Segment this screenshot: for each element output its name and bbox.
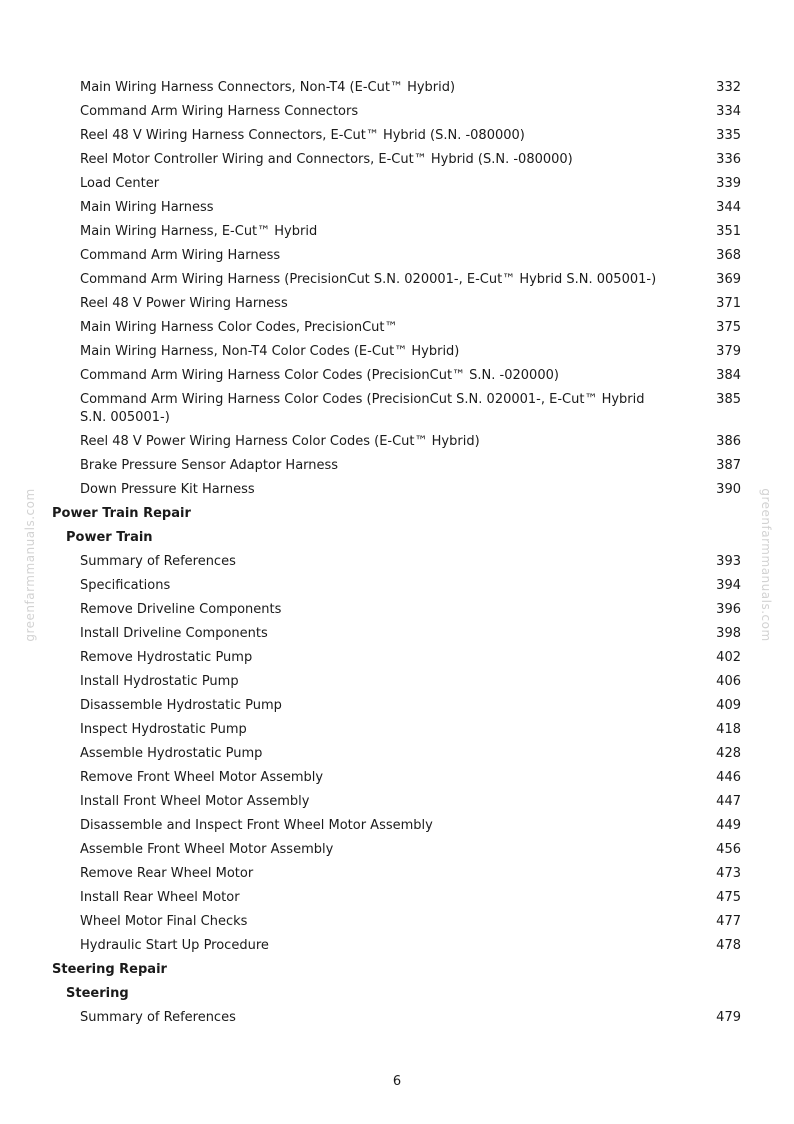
- toc-entry-title: Command Arm Wiring Harness Color Codes (PrecisionCut™ S.N. -020000): [80, 368, 559, 383]
- toc-entry-page: 351: [716, 224, 741, 239]
- toc-entry[interactable]: [0, 1006, 794, 1030]
- toc-entry-page: 336: [716, 152, 741, 167]
- toc-entry-title: Remove Hydrostatic Pump: [80, 650, 253, 665]
- toc-entry-title: Command Arm Wiring Harness Color Codes (PrecisionCut S.N. 020001-, E-Cut™ Hybrid S.N. 005001-): [80, 392, 645, 425]
- toc-entry[interactable]: [0, 454, 794, 478]
- toc-entry-page: 456: [716, 842, 741, 857]
- toc-entry-page: 409: [716, 698, 741, 713]
- page-number: 6: [392, 1074, 402, 1089]
- toc-entry-title: Assemble Front Wheel Motor Assembly: [80, 842, 334, 857]
- toc-entry-title: Command Arm Wiring Harness: [80, 248, 281, 263]
- toc-entry-page: 379: [716, 344, 741, 359]
- toc-entry-page: 473: [716, 866, 741, 881]
- toc-entry-page: 446: [716, 770, 741, 785]
- table-of-contents: [0, 76, 794, 1030]
- toc-entry-page: 418: [716, 722, 741, 737]
- toc-subsection-heading: [0, 526, 794, 550]
- toc-section-heading: [0, 502, 794, 526]
- toc-entry[interactable]: [0, 598, 794, 622]
- toc-entry[interactable]: [0, 622, 794, 646]
- toc-entry[interactable]: [0, 670, 794, 694]
- toc-entry-title: Inspect Hydrostatic Pump: [80, 722, 247, 737]
- toc-entry-title: Main Wiring Harness Color Codes, PrecisionCut™: [80, 320, 398, 335]
- toc-entry-page: 335: [716, 128, 741, 143]
- toc-entry-page: 478: [716, 938, 741, 953]
- toc-entry-title: Wheel Motor Final Checks: [80, 914, 248, 929]
- toc-entry-title: Command Arm Wiring Harness Connectors: [80, 104, 359, 119]
- toc-entry-title: Main Wiring Harness, E-Cut™ Hybrid: [80, 224, 318, 239]
- toc-entry-title: Reel 48 V Power Wiring Harness: [80, 296, 288, 311]
- toc-entry[interactable]: [0, 694, 794, 718]
- toc-entry-page: 396: [716, 602, 741, 617]
- toc-entry-page: 393: [716, 554, 741, 569]
- toc-entry-page: 447: [716, 794, 741, 809]
- toc-entry[interactable]: [0, 430, 794, 454]
- toc-entry-title: Steering Repair: [52, 962, 167, 977]
- toc-entry[interactable]: [0, 838, 794, 862]
- toc-entry-title: Reel Motor Controller Wiring and Connectors, E-Cut™ Hybrid (S.N. -080000): [80, 152, 573, 167]
- toc-entry[interactable]: [0, 124, 794, 148]
- toc-entry-title: Down Pressure Kit Harness: [80, 482, 255, 497]
- toc-entry-page: 332: [716, 80, 741, 95]
- toc-entry-page: 398: [716, 626, 741, 641]
- toc-entry-page: 369: [716, 272, 741, 287]
- toc-entry-title: Load Center: [80, 176, 160, 191]
- toc-entry-title: Brake Pressure Sensor Adaptor Harness: [80, 458, 339, 473]
- toc-entry-page: 385: [716, 392, 741, 407]
- toc-entry-page: 375: [716, 320, 741, 335]
- toc-entry-page: 334: [716, 104, 741, 119]
- toc-entry-title: Reel 48 V Wiring Harness Connectors, E-Cut™ Hybrid (S.N. -080000): [80, 128, 525, 143]
- toc-entry-title: Main Wiring Harness Connectors, Non-T4 (E-Cut™ Hybrid): [80, 80, 456, 95]
- toc-entry-title: Main Wiring Harness: [80, 200, 214, 215]
- toc-entry-title: Power Train Repair: [52, 506, 191, 521]
- toc-entry-page: 371: [716, 296, 741, 311]
- toc-entry[interactable]: [0, 718, 794, 742]
- toc-entry-title: Install Front Wheel Motor Assembly: [80, 794, 310, 809]
- toc-entry-title: Steering: [66, 986, 129, 1001]
- toc-entry[interactable]: [0, 316, 794, 340]
- toc-entry[interactable]: [0, 220, 794, 244]
- toc-entry-page: 428: [716, 746, 741, 761]
- toc-entry-title: Main Wiring Harness, Non-T4 Color Codes (E-Cut™ Hybrid): [80, 344, 460, 359]
- toc-entry[interactable]: [0, 742, 794, 766]
- toc-entry-page: 475: [716, 890, 741, 905]
- toc-entry-page: 406: [716, 674, 741, 689]
- toc-entry[interactable]: [0, 934, 794, 958]
- toc-entry-page: 477: [716, 914, 741, 929]
- toc-entry-title: Install Hydrostatic Pump: [80, 674, 239, 689]
- toc-entry-page: 387: [716, 458, 741, 473]
- toc-entry[interactable]: [0, 910, 794, 934]
- toc-entry[interactable]: [0, 196, 794, 220]
- toc-entry-title: Summary of References: [80, 1010, 236, 1025]
- toc-entry-page: 390: [716, 482, 741, 497]
- toc-entry[interactable]: [0, 148, 794, 172]
- toc-entry-title: Disassemble Hydrostatic Pump: [80, 698, 282, 713]
- toc-entry-page: 344: [716, 200, 741, 215]
- toc-entry[interactable]: [0, 76, 794, 100]
- watermark-right: greenfarmmanuals.com: [759, 488, 773, 642]
- toc-entry-title: Remove Driveline Components: [80, 602, 282, 617]
- toc-entry-page: 339: [716, 176, 741, 191]
- toc-entry-page: 402: [716, 650, 741, 665]
- toc-entry-title: Summary of References: [80, 554, 236, 569]
- toc-entry-title: Reel 48 V Power Wiring Harness Color Codes (E-Cut™ Hybrid): [80, 434, 480, 449]
- toc-entry-title: Install Rear Wheel Motor: [80, 890, 240, 905]
- toc-entry-page: 386: [716, 434, 741, 449]
- toc-entry[interactable]: [0, 862, 794, 886]
- toc-entry-title: Assemble Hydrostatic Pump: [80, 746, 263, 761]
- toc-entry-title: Remove Rear Wheel Motor: [80, 866, 254, 881]
- toc-entry-title: Disassemble and Inspect Front Wheel Motor Assembly: [80, 818, 433, 833]
- toc-entry[interactable]: [0, 574, 794, 598]
- toc-entry-page: 384: [716, 368, 741, 383]
- toc-entry-page: 449: [716, 818, 741, 833]
- toc-entry[interactable]: [0, 550, 794, 574]
- toc-entry-title: Power Train: [66, 530, 153, 545]
- toc-entry[interactable]: [0, 244, 794, 268]
- toc-section-heading: [0, 958, 794, 982]
- toc-entry[interactable]: [0, 172, 794, 196]
- watermark-left: greenfarmmanuals.com: [23, 488, 37, 642]
- toc-entry[interactable]: [0, 388, 794, 430]
- toc-entry-title: Install Driveline Components: [80, 626, 268, 641]
- toc-entry-title: Remove Front Wheel Motor Assembly: [80, 770, 324, 785]
- toc-entry[interactable]: [0, 646, 794, 670]
- toc-entry[interactable]: [0, 100, 794, 124]
- toc-entry-page: 479: [716, 1010, 741, 1025]
- toc-subsection-heading: [0, 982, 794, 1006]
- toc-entry[interactable]: [0, 364, 794, 388]
- toc-entry-title: Specifications: [80, 578, 171, 593]
- toc-entry-page: 394: [716, 578, 741, 593]
- toc-entry[interactable]: [0, 790, 794, 814]
- toc-entry[interactable]: [0, 766, 794, 790]
- toc-entry[interactable]: [0, 268, 794, 292]
- toc-entry[interactable]: [0, 886, 794, 910]
- toc-entry[interactable]: [0, 292, 794, 316]
- toc-entry-title: Command Arm Wiring Harness (PrecisionCut S.N. 020001-, E-Cut™ Hybrid S.N. 005001-): [80, 272, 657, 287]
- toc-entry[interactable]: [0, 814, 794, 838]
- toc-entry-title: Hydraulic Start Up Procedure: [80, 938, 269, 953]
- toc-entry[interactable]: [0, 340, 794, 364]
- toc-entry-page: 368: [716, 248, 741, 263]
- toc-entry[interactable]: [0, 478, 794, 502]
